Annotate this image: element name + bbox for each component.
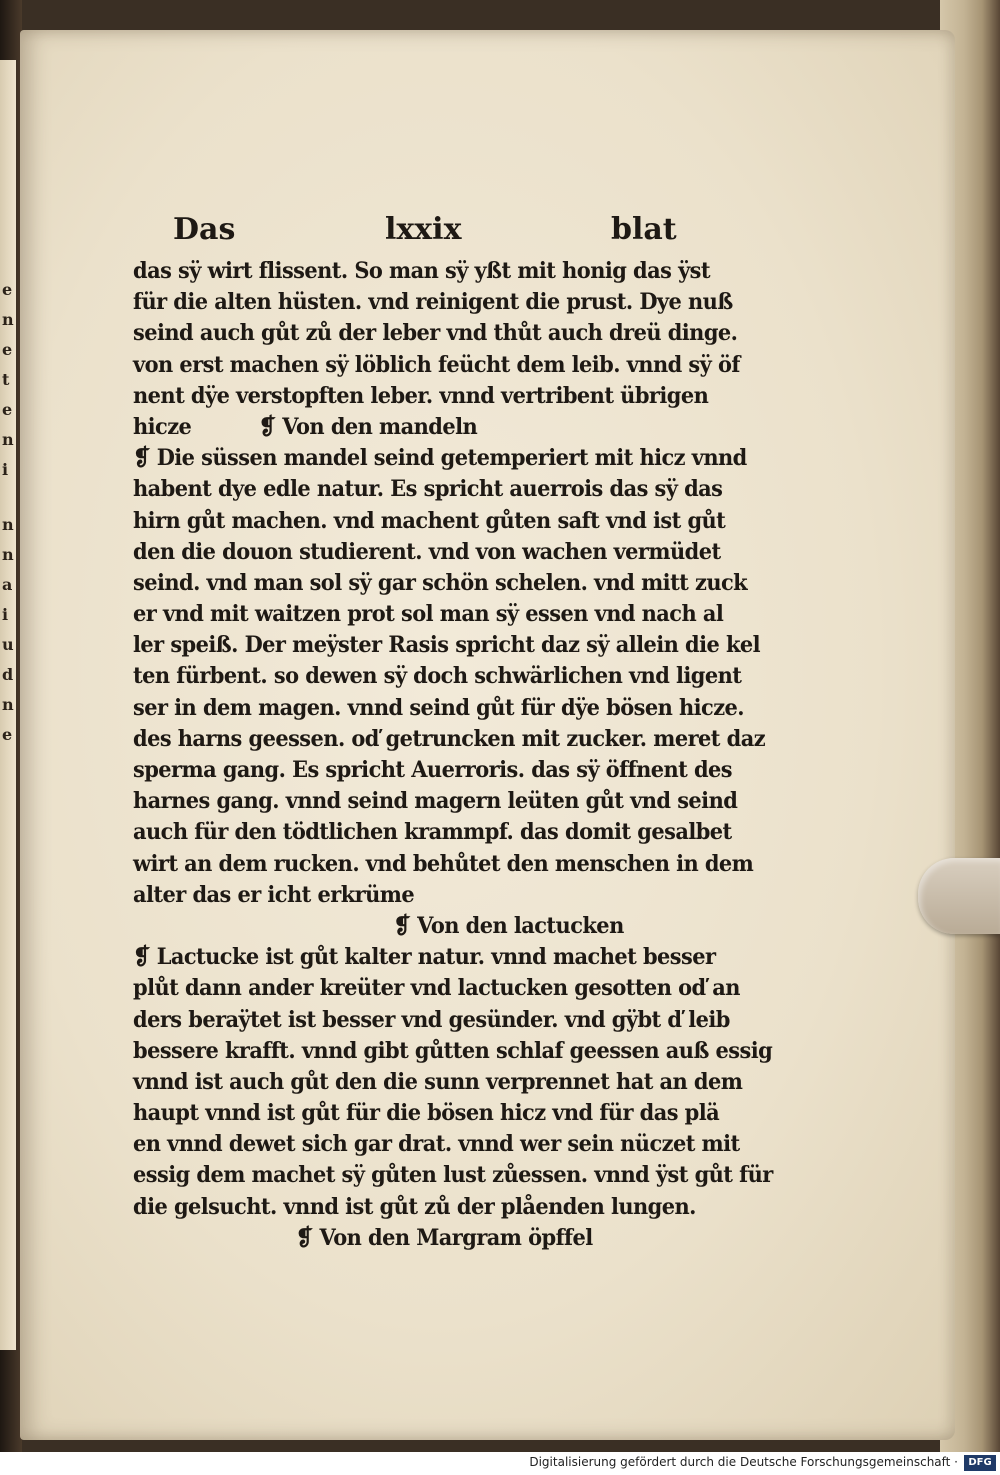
text-line: haupt vnnd ist gůt für die bösen hicz vnd für das plä	[133, 1100, 720, 1127]
funding-credit: Digitalisierung gefördert durch die Deutsche Forschungsgemeinschaft ·	[529, 1455, 958, 1469]
text-line: seind. vnd man sol sÿ gar schön schelen. vnd mitt zuck	[133, 569, 748, 596]
margin-fragment: e	[2, 340, 13, 359]
text-line: bessere krafft. vnnd gibt gůtten schlaf geessen auß essig	[133, 1037, 773, 1064]
page-text-block	[133, 210, 773, 1254]
text-line: essig dem machet sÿ gůten lust zůessen. vnnd ÿst gůt für	[133, 1162, 773, 1189]
text-line: ❡ Lactucke ist gůt kalter natur. vnnd machet besser	[133, 944, 716, 971]
previous-page-strip	[0, 60, 16, 1350]
text-line: harnes gang. vnnd seind magern leüten gůt vnd seind	[133, 788, 738, 815]
text-line: nent dÿe verstopften leber. vnnd vertribent übrigen	[133, 382, 709, 409]
folio-number: lxxix	[385, 212, 462, 247]
margin-fragment: e	[2, 280, 13, 299]
text-line: plůt dann ander kreüter vnd lactucken gesotten oď an	[133, 975, 740, 1002]
text-line: für die alten hüsten. vnd reinigent die prust. Dye nuß	[133, 289, 733, 316]
text-line: alter das er icht erkrüme	[133, 881, 415, 908]
section-heading-margram: ❡ Von den Margram öpffel	[295, 1224, 593, 1251]
margin-fragment: n	[2, 515, 14, 534]
text-line: er vnd mit waitzen prot sol man sÿ essen vnd nach al	[133, 601, 724, 628]
margin-fragment: i	[2, 460, 9, 479]
text-line: ler speiß. Der meÿster Rasis spricht daz sÿ allein die kel	[133, 632, 761, 659]
margin-fragment: d	[2, 665, 14, 684]
text-line: vnnd ist auch gůt den die sunn verprennet hat an dem	[133, 1068, 743, 1095]
text-line: seind auch gůt zů der leber vnd thůt auch dreü dinge.	[133, 320, 738, 347]
text-line: ser in dem magen. vnnd seind gůt für dÿe bösen hicze.	[133, 694, 745, 721]
text-line: die gelsucht. vnnd ist gůt zů der plåenden lungen.	[133, 1193, 696, 1220]
text-line: auch für den tödtlichen krammpf. das domit gesalbet	[133, 819, 732, 846]
margin-fragment: e	[2, 725, 13, 744]
text-line: sperma gang. Es spricht Auerroris. das sÿ öffnent des	[133, 757, 733, 783]
header-left: Das	[173, 212, 236, 247]
margin-fragment: t	[2, 370, 10, 389]
page-clip	[918, 858, 1000, 934]
text-line: ten fürbent. so dewen sÿ doch schwärlichen vnd ligent	[133, 663, 742, 690]
margin-fragment: a	[2, 575, 13, 594]
section-heading-mandeln: hicze ❡ Von den mandeln	[133, 413, 478, 440]
margin-fragment: n	[2, 310, 14, 329]
text-line: hirn gůt machen. vnd machent gůten saft vnd ist gůt	[133, 507, 726, 534]
header-right: blat	[611, 212, 677, 247]
text-line: von erst machen sÿ löblich feücht dem leib. vnnd sÿ öf	[133, 351, 740, 378]
text-line: des harns geessen. oď getruncken mit zucker. meret daz	[133, 725, 766, 752]
dfg-logo: DFG	[964, 1455, 996, 1471]
digitization-footer	[0, 1452, 1000, 1475]
margin-fragment: e	[2, 400, 13, 419]
text-line: habent dye edle natur. Es spricht auerrois das sÿ das	[133, 476, 723, 503]
text-line: ders beraÿtet ist besser vnd gesünder. vnd gÿbt ď leib	[133, 1006, 730, 1033]
margin-fragment: u	[2, 635, 14, 654]
text-line: das sÿ wirt flissent. So man sÿ yßt mit honig das ÿst	[133, 258, 711, 284]
section-heading-lactucken: ❡ Von den lactucken	[393, 912, 624, 939]
running-header	[133, 210, 773, 256]
margin-fragment: i	[2, 605, 9, 624]
text-line: ❡ Die süssen mandel seind getemperiert mit hicz vnnd	[133, 445, 747, 472]
text-line: en vnnd dewet sich gar drat. vnnd wer sein nüczet mit	[133, 1131, 740, 1158]
text-line: den die douon studierent. vnd von wachen vermüdet	[133, 538, 721, 565]
margin-fragment: n	[2, 695, 14, 714]
margin-fragment: n	[2, 430, 14, 449]
text-line: wirt an dem rucken. vnd behůtet den menschen in dem	[133, 850, 754, 877]
margin-fragment: n	[2, 545, 14, 564]
